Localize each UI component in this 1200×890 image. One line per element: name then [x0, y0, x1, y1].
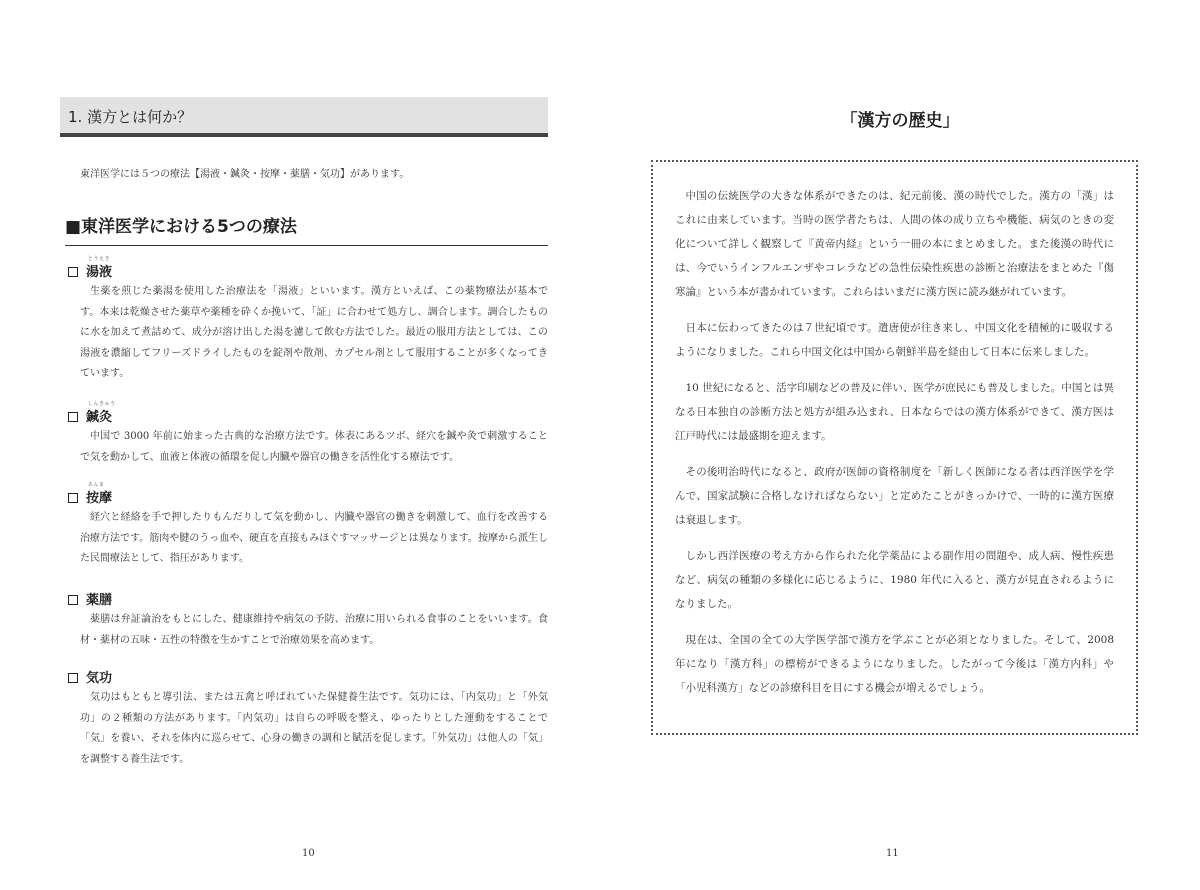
therapy-item-kikou [68, 664, 548, 770]
item-body: 薬膳は弁証論治をもとにした、健康維持や病気の予防、治療に用いられる食事のことをいいます。食材・薬材の五味・五性の特徴を生かすことで治療効果を高めます。 [80, 614, 548, 646]
history-paragraph: その後明治時代になると、政府が医師の資格制度を「新しく医師になる者は西洋医学を学んで、国家試験に合格しなければならない」と定めたことがきっかけで、一時的に漢方医療は衰退します。 [675, 466, 1114, 526]
history-box [651, 160, 1138, 735]
item-title: 按摩 [86, 491, 113, 506]
item-body: 気功はもともと導引法、または五禽と呼ばれていた保健養生法です。気功には、「内気功」と「外気功」の２種類の方法があります。「内気功」は自らの呼吸を整え、ゆったりとした運動をすることで「気」を養い、それを体内に巡らせて、心身の働きの調和と賦活を促します。「外気功」は他人の「気」を調整する養生法です。 [80, 692, 548, 765]
item-heading [68, 403, 548, 425]
item-ruby: あんま [88, 482, 105, 488]
chapter-title: 1. 漢方とは何か？ [68, 108, 193, 126]
item-body: 生薬を煎じた薬湯を使用した治療法を「湯液」といいます。漢方といえば、この薬物療法が基本です。本来は乾燥させた薬草や薬種を砕くか挽いて、「証」に合わせて処方し、調合します。調合したものに水を加えて煮詰めて、成分が溶け出した湯を濾して飲む方法でした。最近の服用方法としては、この湯液を濃縮してフリーズドライしたものを錠剤や散剤、カプセル剤として服用することが多くなってきています。 [80, 286, 548, 379]
history-paragraph: 現在は、全国の全ての大学医学部で漢方を学ぶことが必須となりました。そして、2008 年になり「漢方科」の標榜ができるようになりました。したがって今後は「漢方内科」や「小児科漢方」などの診療科目を目にする機会が増えるでしょう。 [675, 634, 1114, 694]
history-paragraph: 日本に伝わってきたのは７世紀頃です。遣唐使が往き来し、中国文化を積極的に吸収するようになりました。これら中国文化は中国から朝鮮半島を経由して日本に伝来しました。 [675, 322, 1114, 358]
item-title: 鍼灸 [86, 410, 113, 425]
checkbox-icon [68, 595, 78, 605]
item-heading [68, 484, 548, 506]
history-paragraph: 10 世紀になると、活字印刷などの普及に伴い、医学が庶民にも普及しました。中国とは異なる日本独自の診断方法と処方が組み込まれ、日本ならではの漢方体系ができて、漢方医は江戸時代には最盛期を迎えます。 [675, 382, 1114, 442]
item-body: 経穴と経絡を手で押したりもんだりして気を動かし、内臓や器官の働きを刺激して、血行を改善する治療方法です。筋肉や腱のうっ血や、硬直を直接もみほぐすマッサージとは異なります。按摩から派生した民間療法として、指圧があります。 [80, 512, 548, 564]
history-paragraph: 中国の伝統医学の大きな体系ができたのは、紀元前後、漢の時代でした。漢方の「漢」はこれに由来しています。当時の医学者たちは、人間の体の成り立ちや機能、病気のときの変化について詳しく観察して『黄帝内経』という一冊の本にまとめました。また後漢の時代には、今でいうインフルエンザやコレラなどの急性伝染性疾患の診断と治療法をまとめた『傷寒論』という本が書かれています。これらはいまだに漢方医に読み継がれています。 [675, 190, 1114, 298]
page-number: 11 [886, 848, 899, 859]
section-title: ■東洋医学における5つの療法 [65, 212, 548, 246]
history-paragraph: しかし西洋医療の考え方から作られた化学薬品による副作用の問題や、成人病、慢性疾患など、病気の種類の多様化に応じるように、1980 年代に入ると、漢方が見直されるようになりました。 [675, 550, 1114, 610]
right-page [600, 0, 1200, 890]
item-heading [68, 664, 548, 686]
checkbox-icon [68, 673, 78, 683]
item-title: 薬膳 [86, 593, 113, 608]
chapter-header-bar [60, 97, 548, 137]
therapy-item-yakuzen [68, 586, 548, 651]
item-title: 気功 [86, 671, 113, 686]
item-heading [68, 586, 548, 608]
page-number: 10 [302, 848, 315, 859]
item-heading [68, 258, 548, 280]
history-title: 「漢方の歴史」 [840, 111, 960, 131]
therapy-item-shinkyu [68, 403, 548, 468]
item-ruby: とうえき [88, 256, 111, 262]
checkbox-icon [68, 412, 78, 422]
checkbox-icon [68, 493, 78, 503]
checkbox-icon [68, 267, 78, 277]
therapy-item-touei [68, 258, 548, 385]
therapy-item-anma [68, 484, 548, 570]
item-body: 中国で 3000 年前に始まった古典的な治療方法です。体表にあるツボ、経穴を鍼や灸で刺激することで気を動かして、血液と体液の循環を促し内臓や器官の働きを活性化する療法です。 [80, 431, 548, 463]
item-ruby: しんきゅう [88, 401, 116, 407]
intro-text: 東洋医学には５つの療法【湯液・鍼灸・按摩・薬膳・気功】があります。 [80, 169, 410, 180]
item-title: 湯液 [86, 265, 113, 280]
